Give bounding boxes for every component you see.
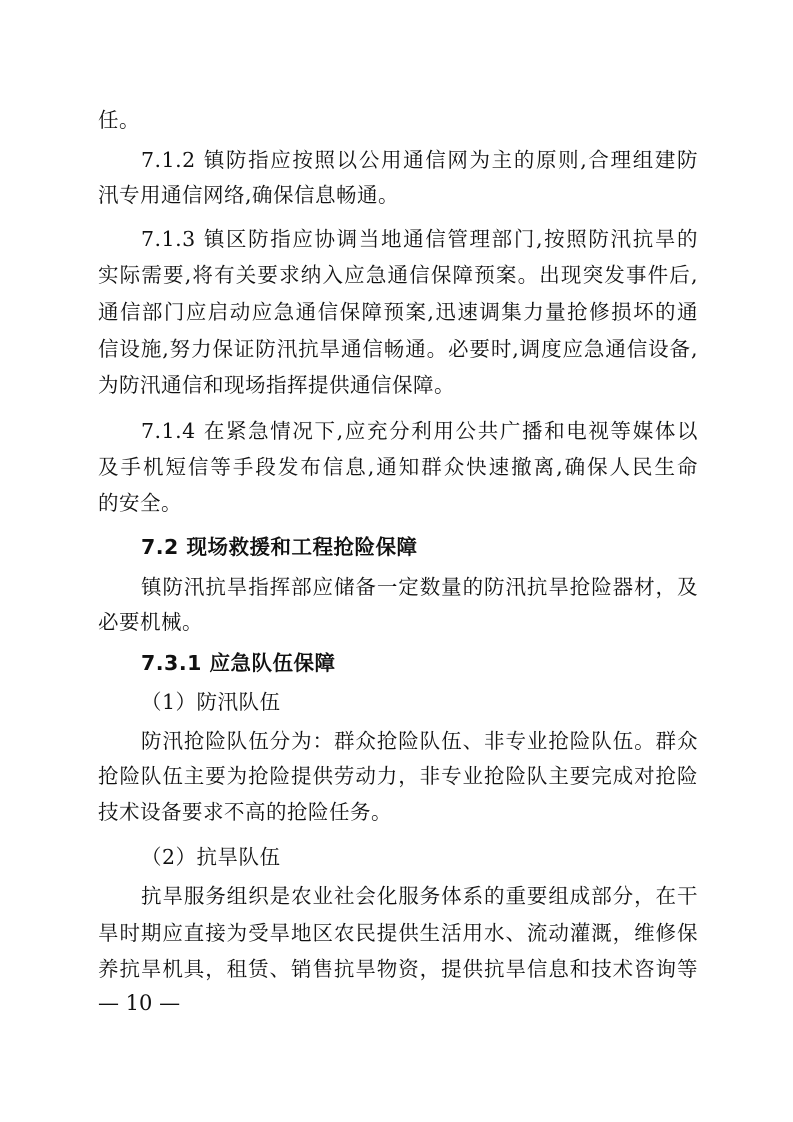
paragraph-line: 7.1.4 在紧急情况下,应充分利用公共广播和电视等媒体以 [141,419,698,443]
paragraph-line: 防汛抢险队伍分为：群众抢险队伍、非专业抢险队伍。群众 [141,729,698,753]
subsection-heading: （1）防汛队伍 [141,690,281,714]
paragraph-line: 技术设备要求不高的抢险任务。 [98,800,392,824]
paragraph-line: 信设施,努力保证防汛抗旱通信畅通。必要时,调度应急通信设备, [98,337,698,361]
paragraph-line: 旱时期应直接为受旱地区农民提供生活用水、流动灌溉，维修保 [98,921,698,945]
paragraph-line: 汛专用通信网络,确保信息畅通。 [98,183,400,207]
section-heading: 7.2 现场救援和工程抢险保障 [141,535,418,559]
paragraph-line: 通信部门应启动应急通信保障预案,迅速调集力量抢修损坏的通 [98,300,698,324]
page-number: — 10 — [98,991,181,1015]
paragraph-line: 任。 [98,108,140,132]
paragraph-line: 抢险队伍主要为抢险提供劳动力，非专业抢险队主要完成对抢险 [98,764,698,788]
section-heading: 7.3.1 应急队伍保障 [141,651,336,675]
paragraph-line: 7.1.2 镇防指应按照以公用通信网为主的原则,合理组建防 [141,148,698,172]
paragraph-line: 为防汛通信和现场指挥提供通信保障。 [98,373,455,397]
paragraph-line: 的安全。 [98,491,182,515]
paragraph-line: 必要机械。 [98,610,203,634]
paragraph-line: 养抗旱机具，租赁、销售抗旱物资，提供抗旱信息和技术咨询等 [98,957,698,981]
paragraph-line: 实际需要,将有关要求纳入应急通信保障预案。出现突发事件后, [98,263,698,287]
paragraph-line: 7.1.3 镇区防指应协调当地通信管理部门,按照防汛抗旱的 [141,227,698,251]
paragraph-line: 及手机短信等手段发布信息,通知群众快速撤离,确保人民生命 [98,455,698,479]
paragraph-line: 抗旱服务组织是农业社会化服务体系的重要组成部分，在干 [141,884,698,908]
subsection-heading: （2）抗旱队伍 [141,845,281,869]
paragraph-line: 镇防汛抗旱指挥部应储备一定数量的防汛抗旱抢险器材，及 [141,575,698,599]
